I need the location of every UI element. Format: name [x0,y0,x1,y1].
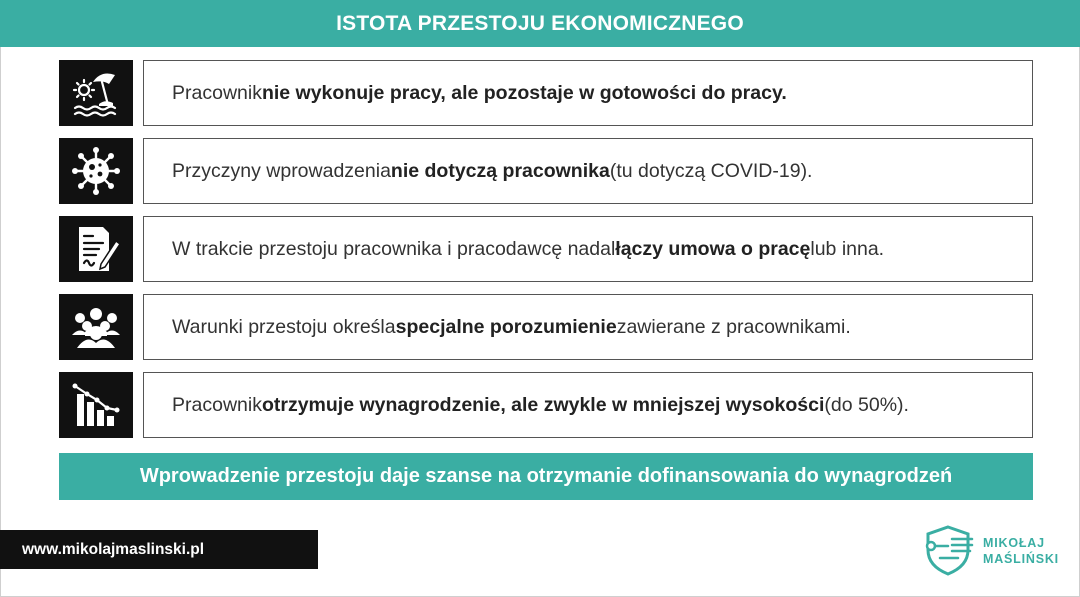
page-title: ISTOTA PRZESTOJU EKONOMICZNEGO [336,11,744,35]
website-url[interactable]: www.mikolajmaslinski.pl [22,540,205,558]
contract-document-icon [59,216,133,282]
list-item-text: Warunki przestoju określa specjalne porozumienie zawierane z pracownikami. [143,294,1033,360]
list-item-text: Pracownik nie wykonuje pracy, ale pozostaje w gotowości do pracy. [143,60,1033,126]
group-of-people-icon [59,294,133,360]
website-url-bar[interactable] [0,530,318,569]
declining-chart-icon [59,372,133,438]
list-item-text: Przyczyny wprowadzenia nie dotyczą pracownika (tu dotyczą COVID-19). [143,138,1033,204]
list-item [59,372,1033,438]
header-bar [0,0,1080,47]
beach-umbrella-icon [59,60,133,126]
list-item-text: W trakcie przestoju pracownika i pracodawcę nadal łączy umowa o pracę lub inna. [143,216,1033,282]
list-item [59,294,1033,360]
list-item-text: Pracownik otrzymuje wynagrodzenie, ale zwykle w mniejszej wysokości (do 50%). [143,372,1033,438]
banner-text: Wprowadzenie przestoju daje szanse na otrzymanie dofinansowania do wynagrodzeń [139,465,953,487]
list-item [59,216,1033,282]
list-item [59,60,1033,126]
virus-icon [59,138,133,204]
logo-name: MIKOŁAJ MAŚLIŃSKI [983,536,1059,566]
shield-logo-icon [922,524,978,576]
list-item [59,138,1033,204]
brand-logo [922,524,1062,576]
highlight-banner [59,453,1033,500]
